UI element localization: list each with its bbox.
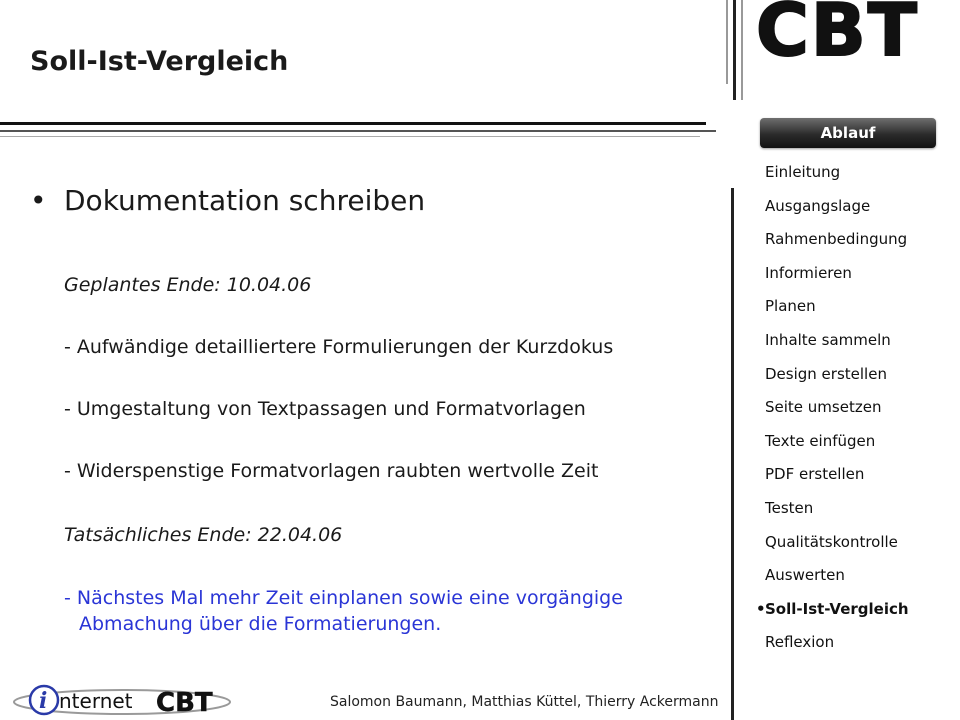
slide-title: Soll-Ist-Vergleich: [30, 46, 289, 77]
separator: [731, 188, 734, 720]
main-bullet: [30, 184, 425, 217]
sidebar-item-informieren[interactable]: Informieren: [765, 263, 852, 282]
internet-logo-text: nternet: [59, 689, 133, 713]
sidebar-item-seite-umsetzen[interactable]: Seite umsetzen: [765, 398, 882, 417]
header-rule: [0, 130, 716, 132]
cbt-logo: CBT: [756, 0, 919, 72]
separator: [741, 0, 743, 100]
main-heading: Dokumentation schreiben: [64, 184, 426, 217]
sidebar-item-testen[interactable]: Testen: [765, 498, 814, 517]
plan-point: - Widerspenstige Formatvorlagen raubten wertvolle Zeit: [64, 460, 599, 482]
svg-text:i: i: [39, 688, 48, 714]
header-rule: [0, 136, 700, 137]
separator: [733, 0, 736, 100]
conclusion-line: Abmachung über die Formatierungen.: [79, 613, 442, 635]
sidebar-item-rahmenbedingung[interactable]: Rahmenbedingung: [765, 230, 908, 249]
sidebar-item-ausgangslage[interactable]: Ausgangslage: [765, 196, 871, 215]
separator: [726, 0, 728, 84]
planned-end: Geplantes Ende: 10.04.06: [64, 274, 312, 296]
footer-authors: Salomon Baumann, Matthias Küttel, Thierry Ackermann: [330, 694, 719, 710]
sidebar-item-planen[interactable]: Planen: [765, 297, 816, 316]
sidebar-item-einleitung[interactable]: Einleitung: [765, 163, 841, 181]
sidebar-header: Ablauf: [760, 118, 936, 148]
header-rule: [0, 122, 706, 125]
sidebar-nav: [765, 162, 909, 666]
conclusion-line: - Nächstes Mal mehr Zeit einplanen sowie eine vorgängige: [64, 587, 623, 609]
plan-point: - Aufwändige detailliertere Formulierungen der Kurzdokus: [64, 336, 614, 358]
internet-cbt-logo: [10, 680, 240, 718]
sidebar-item-inhalte-sammeln[interactable]: Inhalte sammeln: [765, 330, 891, 349]
sidebar-item-pdf-erstellen[interactable]: PDF erstellen: [765, 465, 865, 484]
cbt-small-logo-text: CBT: [156, 688, 213, 718]
sidebar-item-soll-ist-vergleich[interactable]: • Soll-Ist-Vergleich: [765, 599, 909, 633]
sidebar-item-texte-einfuegen[interactable]: Texte einfügen: [765, 431, 876, 450]
actual-end: Tatsächliches Ende: 22.04.06: [64, 524, 343, 546]
sidebar-item-auswerten[interactable]: Auswerten: [765, 566, 845, 585]
sidebar-item-qualitaetskontrolle[interactable]: Qualitätskontrolle: [765, 532, 898, 551]
plan-point: - Umgestaltung von Textpassagen und Formatvorlagen: [64, 398, 586, 420]
bullet-icon: •: [30, 184, 47, 217]
sidebar-item-design-erstellen[interactable]: Design erstellen: [765, 364, 887, 383]
sidebar-item-reflexion[interactable]: Reflexion: [765, 633, 835, 652]
